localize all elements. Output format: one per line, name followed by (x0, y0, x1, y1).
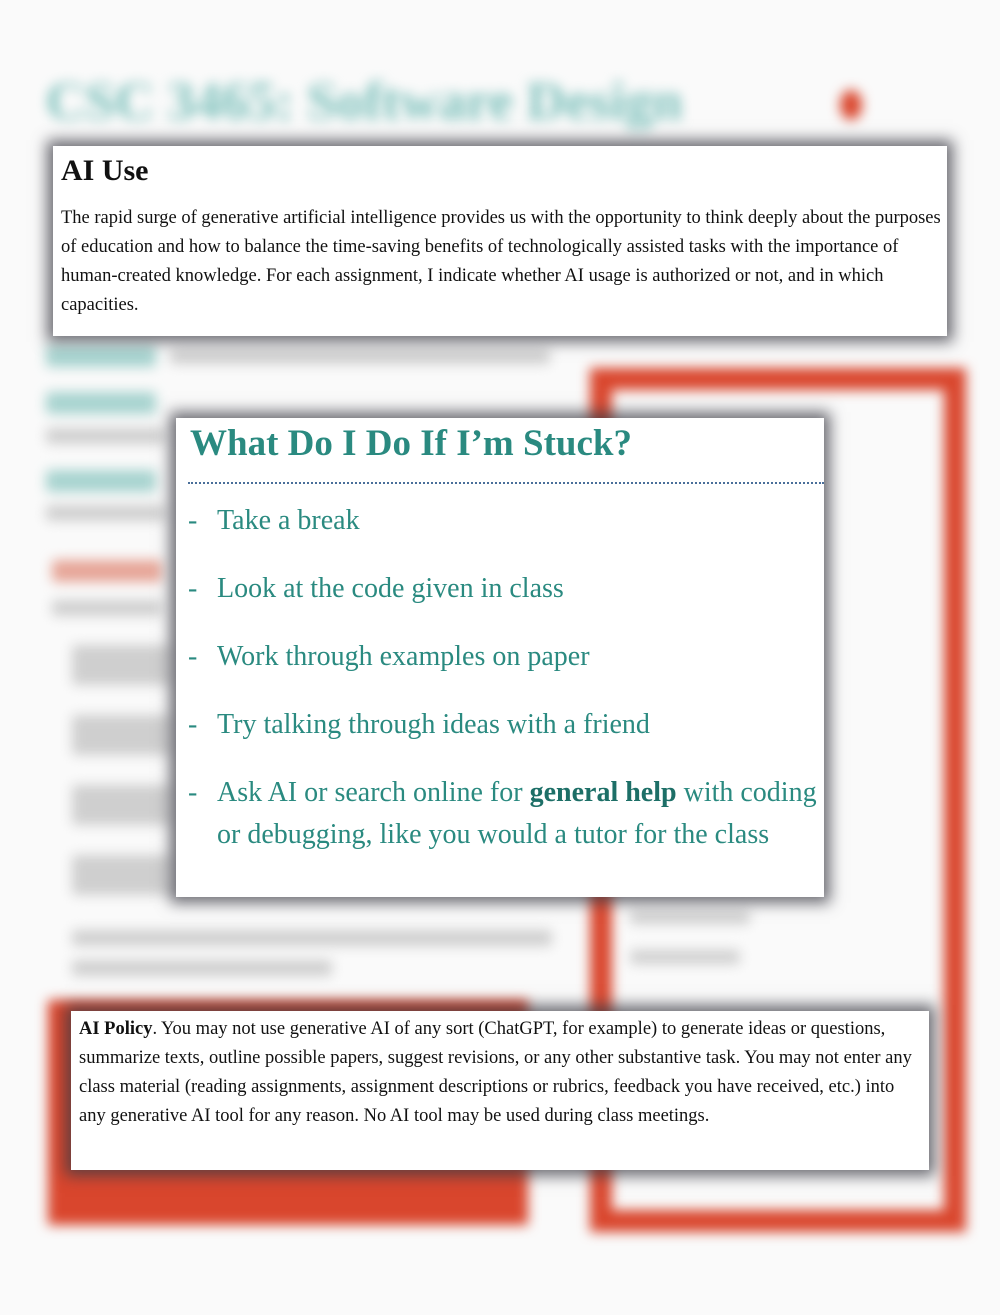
blurred-logo (840, 90, 862, 120)
blurred-text (72, 715, 172, 755)
blurred-text (46, 470, 156, 492)
dotted-divider (188, 482, 824, 484)
blurred-text (72, 855, 172, 895)
stuck-heading: What Do I Do If I’m Stuck? (190, 423, 632, 464)
dash-bullet-icon: - (188, 573, 198, 604)
list-item-text: with coding or debugging, like you would a tutor for the class (217, 777, 817, 850)
ai-use-card (53, 146, 947, 336)
list-item-text: Try talking through ideas with a friend (217, 709, 650, 740)
ai-policy-text (79, 1015, 923, 1131)
ai-use-body: The rapid surge of generative artificial intelligence provides us with the opportunity to think deeply about the purposes of education and how to balance the time-saving benefits of technologically assisted tasks with the importance of human-created knowledge. For each assignment, I indicate whether AI usage is authorized or not, and in which capacities. (61, 208, 941, 315)
list-item (188, 568, 818, 610)
list-item-text: Look at the code given in class (217, 573, 564, 604)
emphasis-text: general help (529, 777, 677, 808)
list-item (188, 704, 818, 746)
ai-use-heading: AI Use (61, 154, 149, 187)
list-item-text: Ask AI or search online for (217, 777, 530, 808)
blurred-text (630, 910, 750, 924)
stuck-card (176, 418, 824, 897)
blurred-text (630, 950, 740, 964)
ai-policy-card (71, 1011, 929, 1170)
list-item (188, 772, 818, 856)
list-item-text: Take a break (217, 505, 360, 536)
blurred-text (72, 785, 172, 825)
blurred-text (52, 560, 162, 582)
blurred-text (72, 645, 172, 685)
course-title: CSC 3465: Software Design (46, 71, 683, 131)
blurred-text (46, 392, 156, 414)
blurred-text (46, 428, 166, 444)
blurred-text (46, 505, 166, 521)
list-item (188, 500, 818, 542)
dash-bullet-icon: - (188, 709, 198, 740)
blurred-text (72, 930, 552, 946)
dash-bullet-icon: - (188, 505, 198, 536)
list-item (188, 636, 818, 678)
dash-bullet-icon: - (188, 777, 198, 808)
blurred-text (170, 348, 550, 364)
blurred-text (46, 345, 156, 367)
ai-policy-body: . You may not use generative AI of any sort (ChatGPT, for example) to generate ideas or questions, summarize texts, outline possible papers, suggest revisions, or any other substantive task. You may not enter any class material (reading assignments, assignment descriptions or rubrics, feedback you have received, etc.) into any generative AI tool for any reason. No AI tool may be used during class meetings. (79, 1019, 912, 1126)
ai-policy-label: AI Policy (79, 1019, 153, 1039)
dash-bullet-icon: - (188, 641, 198, 672)
blurred-text (72, 960, 332, 976)
stuck-list (188, 500, 818, 882)
blurred-text (52, 600, 162, 616)
list-item-text: Work through examples on paper (217, 641, 590, 672)
